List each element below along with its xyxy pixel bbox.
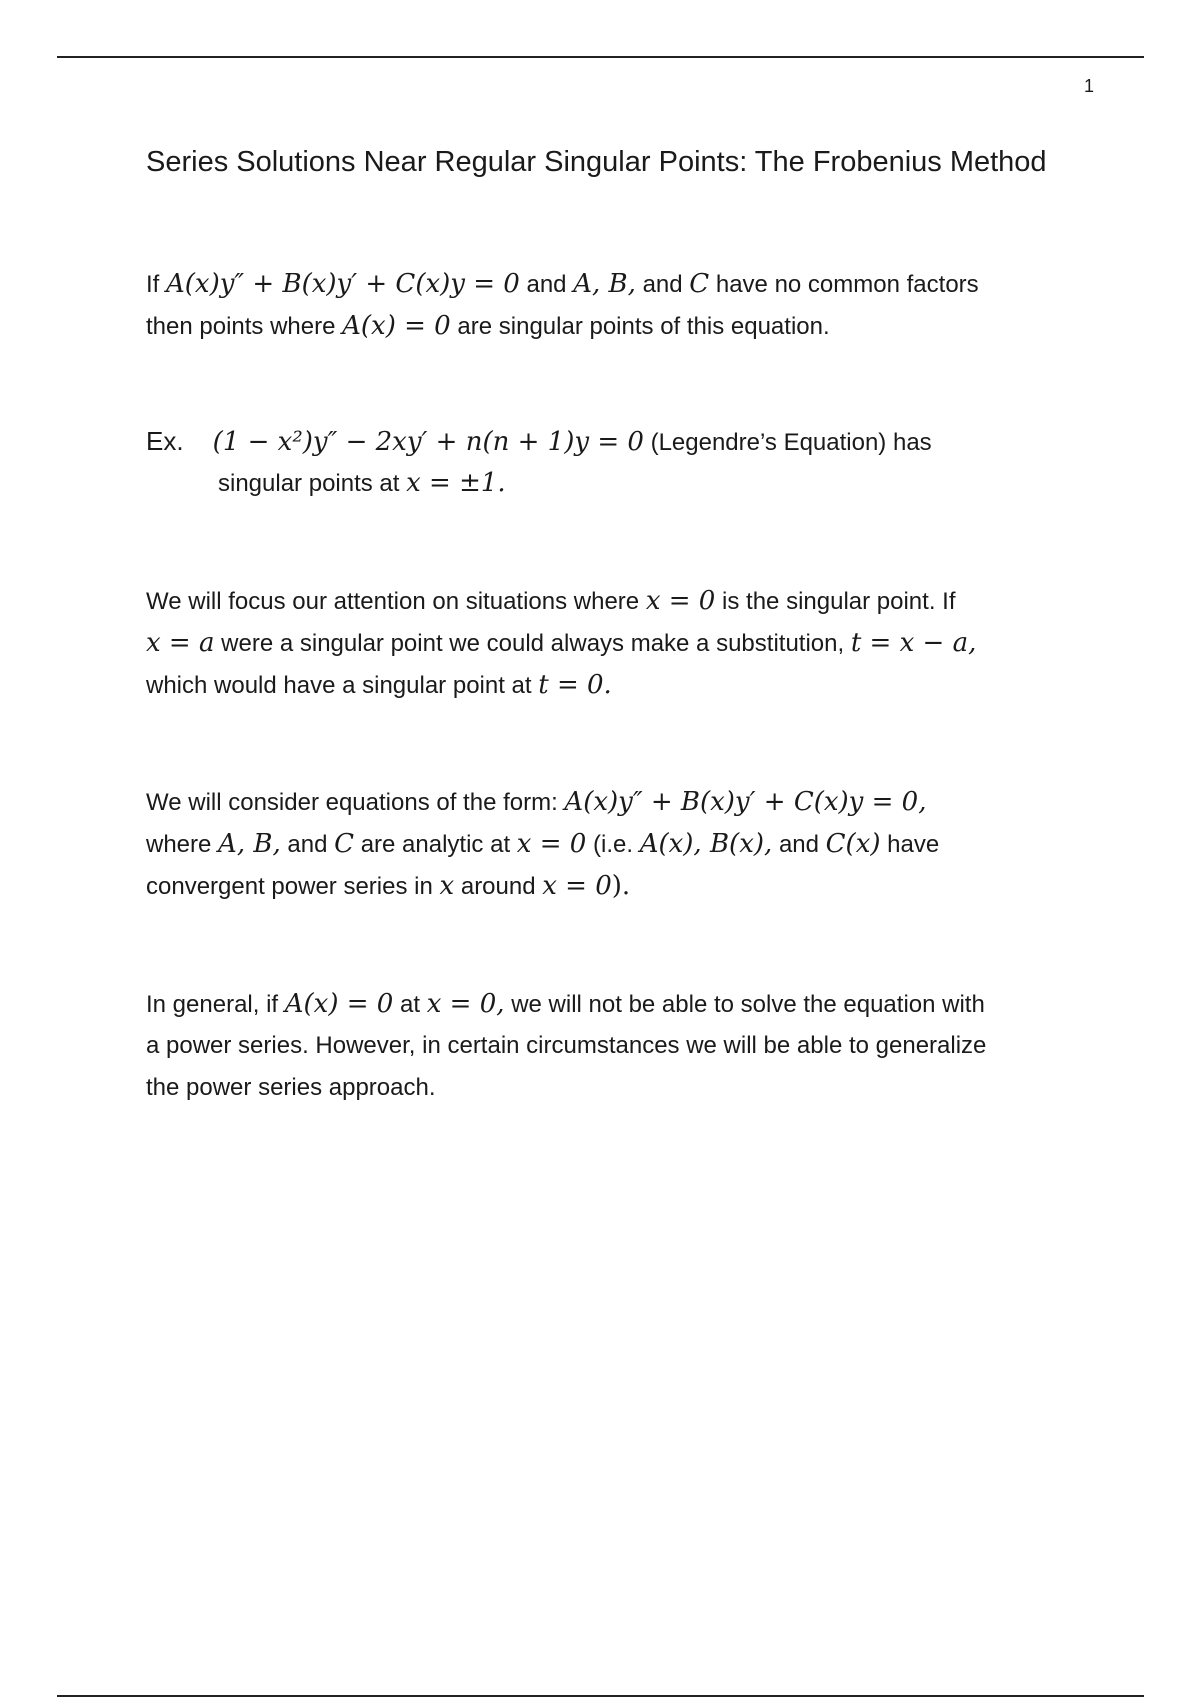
text: and [642, 271, 683, 298]
text: a power series. However, in certain circumstances we will be able to generalize [146, 1032, 987, 1059]
text: at [400, 991, 421, 1018]
paragraph-legendre-example [146, 420, 1106, 504]
equation: t = x − a, [850, 628, 977, 658]
text: then points where [146, 313, 336, 340]
text: and [778, 831, 819, 858]
equation: C [689, 269, 710, 299]
equation: x [439, 871, 455, 901]
equation: x = 0 [645, 586, 716, 616]
footer-rule [57, 1695, 1144, 1697]
paragraph-line [146, 664, 1106, 706]
text: have no common factors [715, 271, 979, 298]
text: are singular points of this equation. [457, 313, 830, 340]
text: is the singular point. If [722, 588, 956, 615]
paragraph-line [146, 983, 1106, 1025]
equation: A(x) = 0 [342, 311, 451, 341]
equation: x = 0 [542, 871, 612, 901]
equation: A(x)y″ + B(x)y′ + C(x)y = 0, [564, 787, 927, 817]
text: the power series approach. [146, 1074, 436, 1101]
paragraph-focus-singular-point [146, 580, 1106, 706]
text: we will not be able to solve the equation with [511, 991, 985, 1018]
equation: C(x) [825, 829, 881, 859]
equation: A(x) = 0 [284, 989, 394, 1019]
equation: x = 0 [516, 829, 587, 859]
equation: t = 0. [538, 670, 612, 700]
paragraph-line [146, 781, 1106, 823]
equation: A(x), B(x), [639, 829, 773, 859]
example-label: Ex. [146, 426, 184, 456]
equation: A, B, [218, 829, 281, 859]
paragraph-line [146, 580, 1106, 622]
paragraph-general-case [146, 983, 1106, 1109]
text: If [146, 271, 160, 298]
text: singular points at [218, 470, 400, 497]
paragraph-line [146, 1067, 1106, 1109]
paragraph-line [146, 305, 1106, 347]
equation: A(x)y″ + B(x)y′ + C(x)y = 0 [166, 269, 520, 299]
paragraph-line [146, 1025, 1106, 1067]
header-rule [57, 56, 1144, 58]
text: have [887, 831, 940, 858]
equation: C [334, 829, 355, 859]
page-number: 1 [1083, 76, 1094, 96]
paragraph-line [146, 865, 1106, 907]
paragraph-line [146, 263, 1106, 305]
text: and [287, 831, 328, 858]
paragraph-line [146, 462, 1106, 504]
equation: x = a [146, 628, 215, 658]
text: which would have a singular point at [146, 672, 532, 699]
text: around [460, 873, 536, 900]
text: and [526, 271, 567, 298]
paragraph-singular-points-definition [146, 263, 1106, 347]
text: convergent power series in [146, 873, 433, 900]
equation: x = ±1. [406, 468, 506, 498]
text: We will focus our attention on situations where [146, 588, 640, 615]
text: (Legendre’s Equation) has [650, 429, 932, 456]
paragraph-equation-form [146, 781, 1106, 907]
text: In general, if [146, 991, 279, 1018]
text: (i.e. [593, 831, 634, 858]
text: We will consider equations of the form: [146, 789, 558, 816]
paragraph-line [146, 823, 1106, 865]
text: are analytic at [360, 831, 511, 858]
text: where [146, 831, 212, 858]
text: were a singular point we could always make a substitution, [221, 630, 845, 657]
equation: A, B, [573, 269, 636, 299]
text: ). [611, 871, 631, 901]
equation: x = 0, [426, 989, 505, 1019]
page-title: Series Solutions Near Regular Singular Points: The Frobenius Method [146, 146, 1047, 178]
paragraph-line [146, 622, 1106, 664]
equation: (1 − x²)y″ − 2xy′ + n(n + 1)y = 0 [212, 427, 644, 457]
paragraph-line [146, 420, 1106, 462]
